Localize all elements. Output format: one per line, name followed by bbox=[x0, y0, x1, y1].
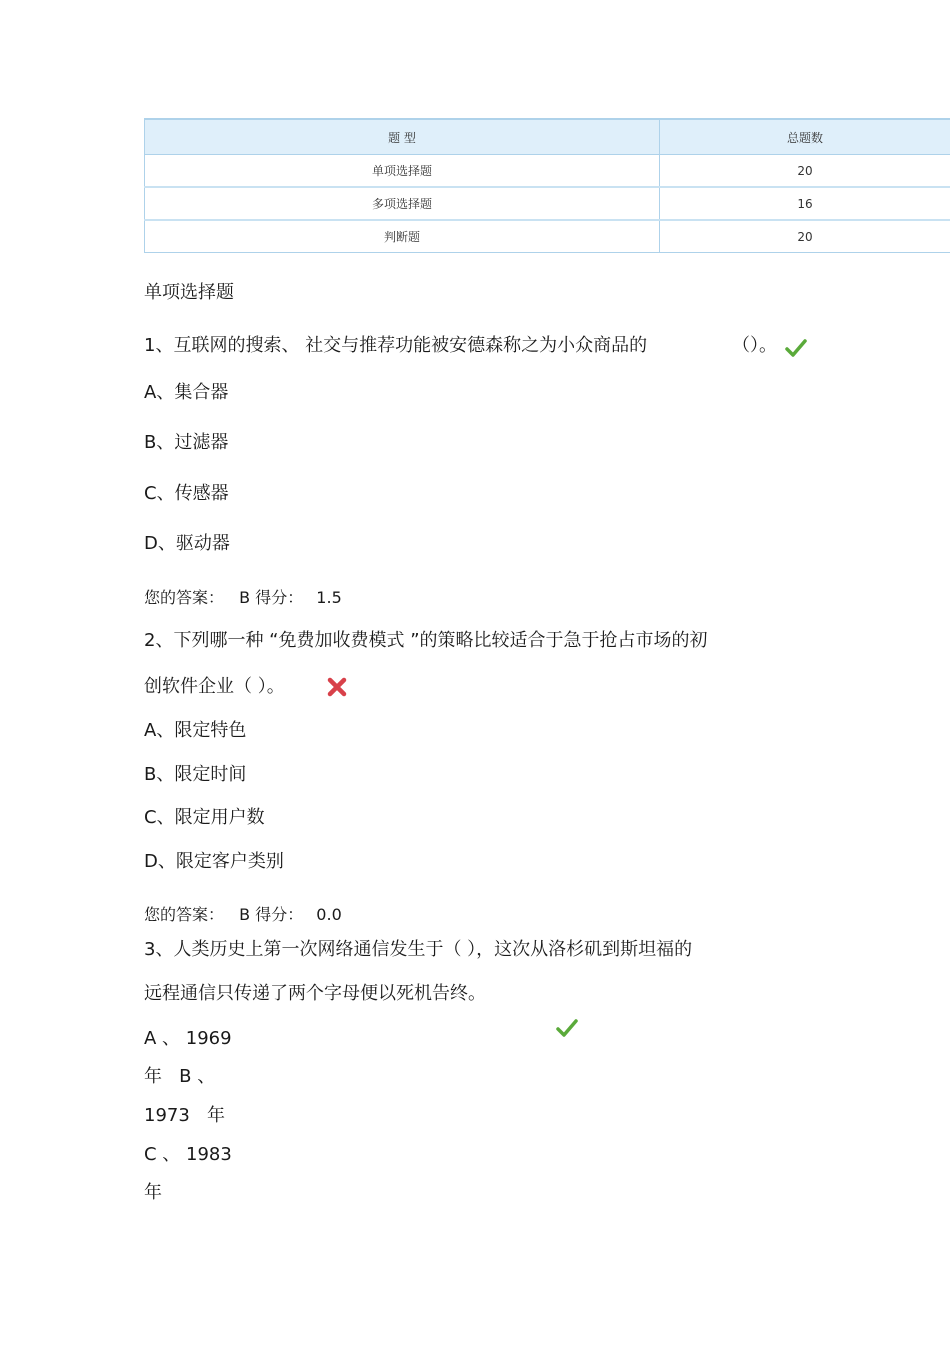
row-type: 多项选择题 bbox=[145, 187, 660, 220]
row-type: 单项选择题 bbox=[145, 155, 660, 188]
score-label: 得分： bbox=[255, 905, 304, 924]
table-row bbox=[145, 187, 950, 220]
cross-icon bbox=[326, 676, 348, 698]
section-title: 单项选择题 bbox=[144, 282, 234, 303]
q3-option-line: 年 bbox=[144, 1182, 162, 1203]
q2-answer-line bbox=[144, 905, 342, 925]
q1-option-b: B、过滤器 bbox=[144, 432, 229, 453]
q1-paren: （）。 bbox=[732, 335, 777, 356]
row-count: 20 bbox=[660, 220, 950, 253]
row-type: 判断题 bbox=[145, 220, 660, 253]
header-count: 总题数 bbox=[660, 119, 950, 155]
header-type: 题 型 bbox=[145, 119, 660, 155]
row-count: 20 bbox=[660, 155, 950, 188]
q1-option-c: C、传感器 bbox=[144, 483, 229, 504]
q3-option-line: C 、 1983 bbox=[144, 1144, 232, 1165]
table-header-row bbox=[145, 119, 950, 155]
q1-option-d: D、驱动器 bbox=[144, 533, 230, 554]
check-icon bbox=[556, 1017, 578, 1039]
score-value: 1.5 bbox=[316, 588, 342, 607]
table-row bbox=[145, 220, 950, 253]
q2-option-c: C、限定用户数 bbox=[144, 807, 265, 828]
q3-text-line1: 3、人类历史上第一次网络通信发生于（ ），这次从洛杉矶到斯坦福的 bbox=[144, 939, 693, 960]
q2-option-a: A、限定特色 bbox=[144, 720, 247, 741]
answer-value: B bbox=[239, 588, 251, 607]
table-row bbox=[145, 155, 950, 188]
q3-option-line: 1973 年 bbox=[144, 1105, 225, 1126]
q2-text-line2: 创软件企业（ ）。 bbox=[144, 676, 285, 697]
score-label: 得分： bbox=[255, 588, 304, 607]
q3-option-line: A 、 1969 bbox=[144, 1028, 232, 1049]
q1-text: 1、互联网的搜索、 社交与推荐功能被安德森称之为小众商品的 bbox=[144, 335, 648, 356]
check-icon bbox=[785, 337, 807, 359]
q1-option-a: A、集合器 bbox=[144, 382, 229, 403]
answer-label: 您的答案： bbox=[144, 588, 225, 607]
score-value: 0.0 bbox=[316, 905, 342, 924]
question-summary-table bbox=[144, 118, 950, 253]
q3-text-line2: 远程通信只传递了两个字母便以死机告终。 bbox=[144, 983, 486, 1004]
q2-text-line1: 2、下列哪一种 “免费加收费模式 ”的策略比较适合于急于抢占市场的初 bbox=[144, 630, 708, 651]
row-count: 16 bbox=[660, 187, 950, 220]
q3-option-line: 年 B 、 bbox=[144, 1066, 216, 1087]
q2-option-b: B、限定时间 bbox=[144, 764, 247, 785]
answer-label: 您的答案： bbox=[144, 905, 225, 924]
q1-answer-line bbox=[144, 588, 342, 608]
q2-option-d: D、限定客户类别 bbox=[144, 851, 284, 872]
answer-value: B bbox=[239, 905, 251, 924]
